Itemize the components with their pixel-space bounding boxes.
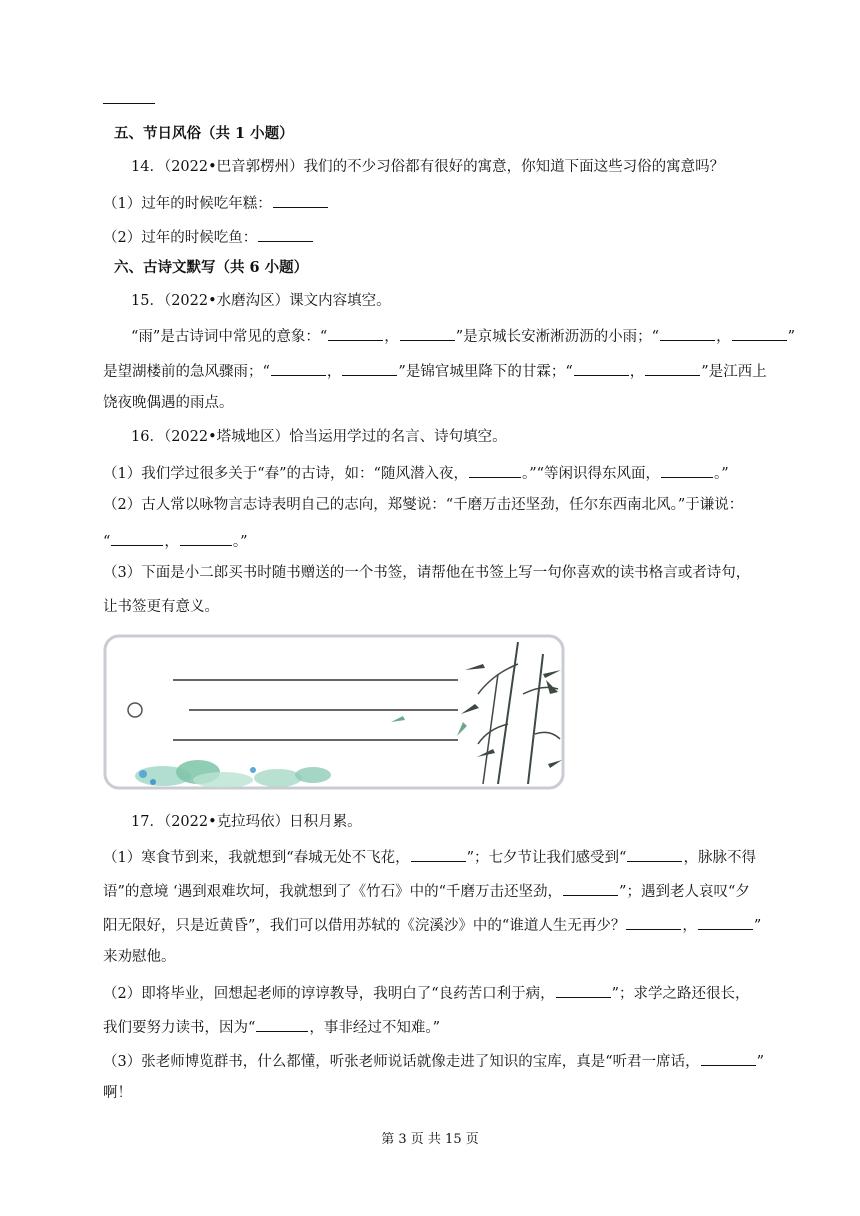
answer-blank[interactable]: [563, 879, 618, 896]
question-15-line-3: 饶夜晚偶遇的雨点。: [103, 395, 234, 411]
question-16-stem: 16．（2022•塔城地区）恰当运用学过的名言、诗句填空。: [131, 429, 507, 445]
question-15-line-1: “雨”是古诗词中常见的意象：“ ， ”是京城长安淅淅沥沥的小雨；“ ， ”: [131, 324, 780, 347]
answer-blank[interactable]: [256, 1015, 308, 1032]
question-14-stem: 14．（2022•巴音郭楞州）我们的不少习俗都有很好的寓意，你知道下面这些习俗的寓意吗？: [131, 159, 725, 175]
answer-blank[interactable]: [271, 359, 326, 376]
answer-blank[interactable]: [626, 913, 681, 930]
question-17-part-2: （2）即将毕业，回想起老师的谆谆教导，我明白了“良药苦口利于病， ”；求学之路还很长，: [103, 981, 780, 1004]
bookmark-illustration: [103, 634, 565, 790]
answer-blank[interactable]: [328, 324, 383, 341]
section-6-heading: 六、古诗文默写（共 6 小题）: [114, 259, 309, 276]
answer-blank[interactable]: [258, 225, 313, 242]
answer-blank[interactable]: [111, 529, 163, 546]
question-14-part-2: （2）过年的时候吃鱼：: [103, 225, 780, 248]
answer-blank[interactable]: [556, 981, 611, 998]
question-17-part-1-cont: 语”的意境 ‘遇到艰难坎坷，我就想到了《竹石》中的“千磨万击还坚劲， ”；遇到老人哀叹“夕: [103, 879, 780, 902]
answer-blank-line: [103, 103, 155, 104]
answer-blank[interactable]: [400, 324, 455, 341]
answer-blank[interactable]: [180, 529, 232, 546]
question-16-part-3-cont: 让书签更有意义。: [103, 599, 219, 615]
question-15-stem: 15．（2022•水磨沟区）课文内容填空。: [131, 293, 391, 309]
answer-blank[interactable]: [574, 359, 629, 376]
answer-blank[interactable]: [273, 191, 328, 208]
answer-blank[interactable]: [342, 359, 397, 376]
answer-blank[interactable]: [701, 1049, 756, 1066]
answer-blank[interactable]: [732, 324, 787, 341]
section-5-heading: 五、节日风俗（共 1 小题）: [114, 125, 294, 142]
question-17-part-1: （1）寒食节到来，我就想到“春城无处不飞花， ”；七夕节让我们感受到“ ，脉脉不得: [103, 845, 780, 868]
question-16-part-2: （2）古人常以咏物言志诗表明自己的志向，郑燮说：“千磨万击还坚劲，任尔东西南北风。”于谦说：: [103, 497, 744, 513]
answer-blank[interactable]: [411, 845, 466, 862]
question-16-part-3: （3）下面是小二郎买书时随书赠送的一个书签，请帮他在书签上写一句你喜欢的读书格言或者诗句，: [103, 565, 751, 581]
question-17-part-3: （3）张老师博览群书，什么都懂，听张老师说话就像走进了知识的宝库，真是“听君一席话， ”: [103, 1049, 780, 1072]
answer-blank[interactable]: [698, 913, 753, 930]
question-17-part-1-cont3: 来劝慰他。: [103, 949, 176, 965]
question-16-part-2-answer: “ ， 。”: [103, 529, 780, 552]
question-17-part-2-cont: 我们要努力读书，因为“ ，事非经过不知难。”: [103, 1015, 780, 1038]
question-17-stem: 17．（2022•克拉玛依）日积月累。: [131, 814, 362, 830]
question-17-part-3-cont: 啊！: [103, 1085, 132, 1101]
answer-blank[interactable]: [661, 461, 713, 478]
page-footer: 第 3 页 共 15 页: [381, 1132, 479, 1147]
bookmark-hole[interactable]: [128, 703, 142, 717]
question-15-line-2: 是望湖楼前的急风骤雨；“ ， ”是锦官城里降下的甘霖；“ ， ”是江西上: [103, 359, 780, 382]
answer-blank[interactable]: [627, 845, 682, 862]
answer-blank[interactable]: [660, 324, 715, 341]
question-17-part-1-cont2: 阳无限好，只是近黄昏”，我们可以借用苏轼的《浣溪沙》中的“谁道人生无再少？ ， ”: [103, 913, 780, 936]
answer-blank[interactable]: [645, 359, 700, 376]
answer-blank[interactable]: [469, 461, 521, 478]
question-16-part-1: （1）我们学过很多关于“春”的古诗，如：“随风潜入夜， 。”“等闲识得东风面， 。”: [103, 461, 780, 484]
question-14-part-1: （1）过年的时候吃年糕：: [103, 191, 780, 214]
bookmark-frame: [105, 636, 563, 788]
